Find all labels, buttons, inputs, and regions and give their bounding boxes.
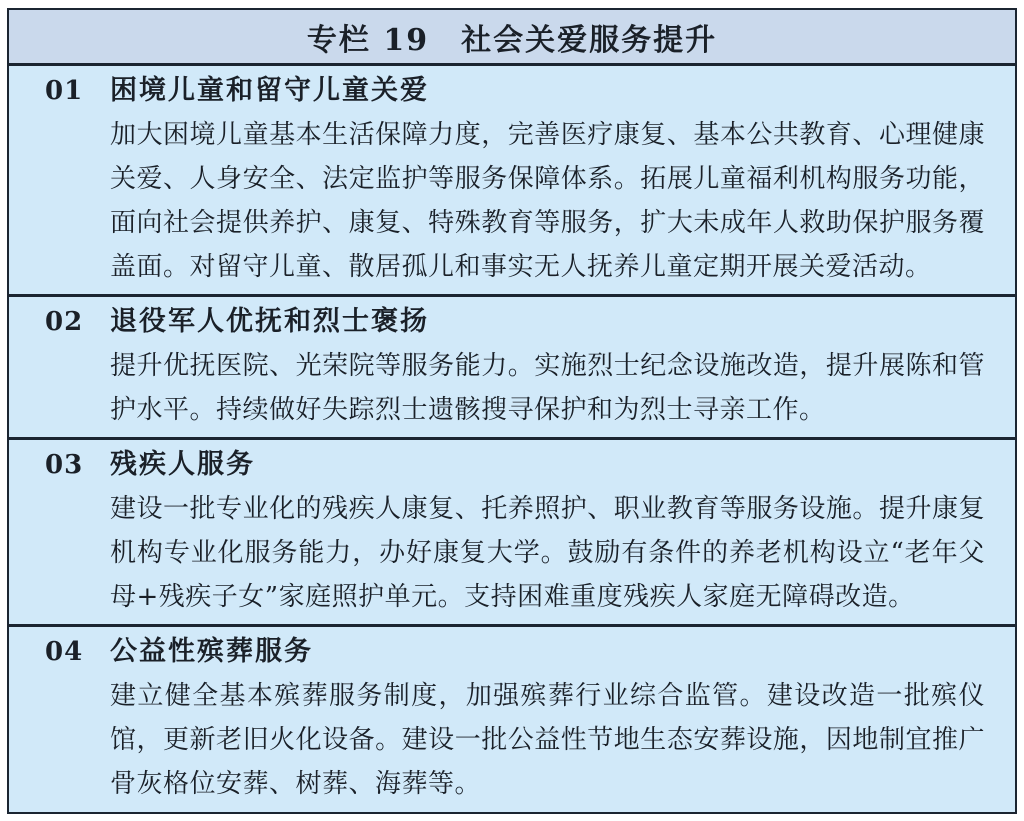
section-heading: 残疾人服务 (110, 449, 255, 480)
section-02 (9, 297, 1015, 440)
section-heading: 退役军人优抚和烈士褒扬 (110, 306, 429, 337)
section-title-row (45, 69, 985, 113)
section-body: 建立健全基本殡葬服务制度，加强殡葬行业综合监管。建设改造一批殡仪馆，更新老旧火化设备。建设一批公益性节地生态安葬设施，因地制宜推广骨灰格位安葬、树葬、海葬等。 (110, 681, 985, 799)
section-number: 01 (45, 76, 84, 106)
section-number: 04 (45, 637, 84, 667)
section-heading: 困境儿童和留守儿童关爱 (110, 75, 429, 106)
section-body: 加大困境儿童基本生活保障力度，完善医疗康复、基本公共教育、心理健康关爱、人身安全、法定监护等服务保障体系。拓展儿童福利机构服务功能，面向社会提供养护、康复、特殊教育等服务，扩大未成年人救助保护服务覆盖面。对留守儿童、散居孤儿和事实无人抚养儿童定期开展关爱活动。 (110, 120, 985, 282)
section-03 (9, 440, 1015, 627)
info-box-panel (7, 8, 1017, 814)
section-number: 02 (45, 307, 84, 337)
section-title-row (45, 630, 985, 674)
panel-title: 专栏 19 社会关爱服务提升 (306, 22, 718, 58)
section-body: 建设一批专业化的残疾人康复、托养照护、职业教育等服务设施。提升康复机构专业化服务能力，办好康复大学。鼓励有条件的养老机构设立“老年父母+残疾子女”家庭照护单元。支持困难重度残疾人家庭无障碍改造。 (110, 494, 985, 612)
section-01 (9, 66, 1015, 297)
section-heading: 公益性殡葬服务 (110, 636, 313, 667)
section-title-row (45, 300, 985, 344)
panel-header (9, 10, 1015, 66)
section-title-row (45, 443, 985, 487)
section-body: 提升优抚医院、光荣院等服务能力。实施烈士纪念设施改造，提升展陈和管护水平。持续做好失踪烈士遗骸搜寻保护和为烈士寻亲工作。 (110, 351, 985, 425)
section-04 (9, 627, 1015, 812)
section-number: 03 (45, 450, 84, 480)
